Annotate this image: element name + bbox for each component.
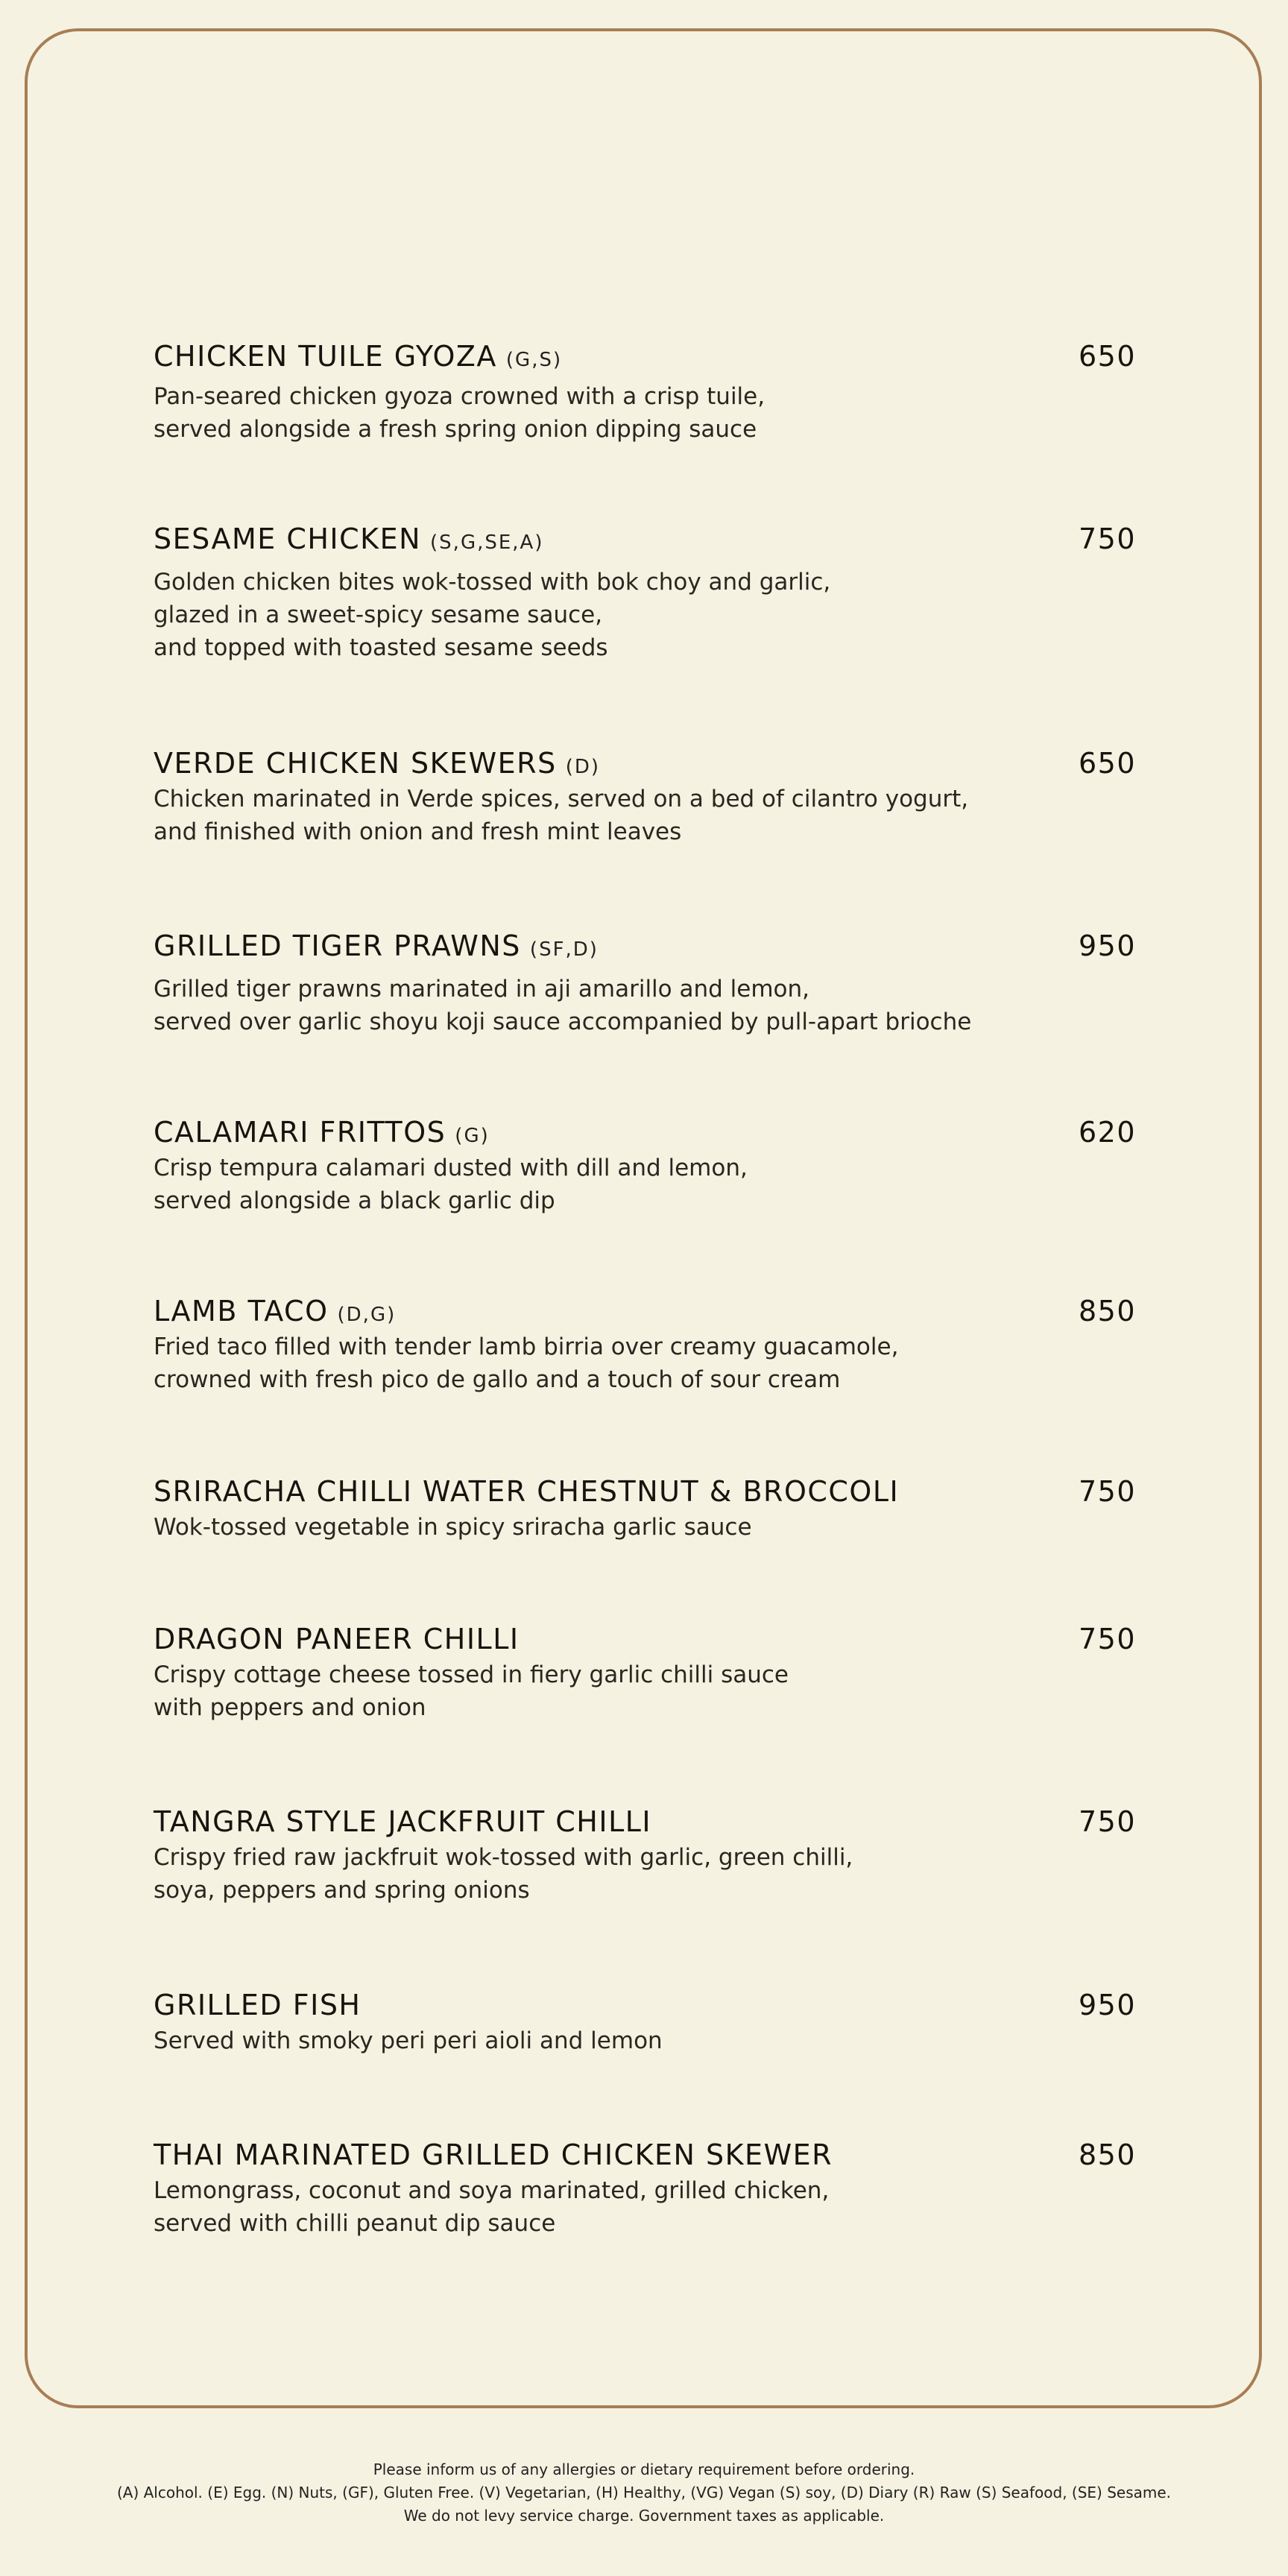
item-description bbox=[154, 783, 1136, 848]
description-line: with peppers and onion bbox=[154, 1694, 426, 1721]
item-description bbox=[154, 2024, 1136, 2057]
item-allergen-tags: (SF,D) bbox=[529, 938, 599, 961]
description-line: served over garlic shoyu koji sauce accompanied by pull-apart brioche bbox=[154, 1008, 972, 1035]
description-line: Crisp tempura calamari dusted with dill and lemon, bbox=[154, 1155, 748, 1181]
item-name: SRIRACHA CHILLI WATER CHESTNUT & BROCCOLI bbox=[154, 1475, 900, 1508]
item-name: SESAME CHICKEN bbox=[154, 523, 422, 555]
description-line: served with chilli peanut dip sauce bbox=[154, 2210, 556, 2237]
item-name: GRILLED TIGER PRAWNS bbox=[154, 929, 521, 962]
description-line: Chicken marinated in Verde spices, served on a bed of cilantro yogurt, bbox=[154, 786, 969, 812]
item-name: VERDE CHICKEN SKEWERS bbox=[154, 747, 557, 780]
description-line: soya, peppers and spring onions bbox=[154, 1877, 530, 1904]
description-line: Golden chicken bites wok-tossed with bok choy and garlic, bbox=[154, 569, 831, 596]
menu-item-sriracha-chilli-water-chestnut-broccoli bbox=[154, 1472, 1136, 1544]
description-line: Fried taco filled with tender lamb birria over creamy guacamole, bbox=[154, 1333, 899, 1360]
menu-item-grilled-tiger-prawns bbox=[154, 926, 1136, 1038]
item-price: 650 bbox=[1078, 747, 1136, 780]
footer-allergen-legend: (A) Alcohol. (E) Egg. (N) Nuts, (GF), Gluten Free. (V) Vegetarian, (H) Healthy, (VG) Vegan (S) soy, (D) Diary (R) Raw (S) Seafood, (SE) Sesame. bbox=[116, 2484, 1172, 2501]
item-name: CALAMARI FRITTOS bbox=[154, 1116, 446, 1149]
description-line: and topped with toasted sesame seeds bbox=[154, 634, 608, 661]
description-line: glazed in a sweet-spicy sesame sauce, bbox=[154, 602, 603, 628]
item-price: 650 bbox=[1078, 340, 1136, 373]
footer-allergy-notice: Please inform us of any allergies or dietary requirement before ordering. bbox=[373, 2460, 915, 2478]
menu-item-grilled-fish bbox=[154, 1986, 1136, 2057]
item-name: LAMB TACO bbox=[154, 1295, 329, 1328]
item-description bbox=[154, 1511, 1136, 1544]
description-line: crowned with fresh pico de gallo and a touch of sour cream bbox=[154, 1366, 841, 1393]
item-description bbox=[154, 1330, 1136, 1396]
description-line: Served with smoky peri peri aioli and lemon bbox=[154, 2027, 663, 2054]
item-description bbox=[154, 1152, 1136, 1217]
item-price: 950 bbox=[1078, 1989, 1136, 2021]
item-price: 850 bbox=[1078, 2138, 1136, 2171]
item-price: 750 bbox=[1078, 1805, 1136, 1838]
menu-item-verde-chicken-skewers bbox=[154, 744, 1136, 848]
item-price: 850 bbox=[1078, 1295, 1136, 1328]
item-allergen-tags: (D,G) bbox=[337, 1304, 397, 1326]
item-allergen-tags: (S,G,SE,A) bbox=[430, 531, 544, 554]
description-line: served alongside a fresh spring onion dipping sauce bbox=[154, 416, 757, 443]
item-name: GRILLED FISH bbox=[154, 1989, 362, 2021]
menu-item-sesame-chicken bbox=[154, 520, 1136, 664]
footer-service-charge-note: We do not levy service charge. Government taxes as applicable. bbox=[403, 2507, 885, 2525]
item-name: TANGRA STYLE JACKFRUIT CHILLI bbox=[154, 1805, 652, 1838]
item-description bbox=[154, 1841, 1136, 1907]
description-line: Grilled tiger prawns marinated in aji amarillo and lemon, bbox=[154, 976, 810, 1003]
item-price: 750 bbox=[1078, 1623, 1136, 1655]
item-allergen-tags: (G) bbox=[455, 1125, 490, 1147]
description-line: Crispy fried raw jackfruit wok-tossed with garlic, green chilli, bbox=[154, 1844, 853, 1871]
item-allergen-tags: (G,S) bbox=[505, 349, 563, 371]
description-line: and finished with onion and fresh mint leaves bbox=[154, 818, 682, 845]
menu-item-dragon-paneer-chilli bbox=[154, 1620, 1136, 1724]
item-name: CHICKEN TUILE GYOZA bbox=[154, 340, 497, 373]
item-description bbox=[154, 380, 1136, 446]
item-description bbox=[154, 566, 1136, 664]
description-line: Pan-seared chicken gyoza crowned with a crisp tuile, bbox=[154, 383, 765, 410]
description-line: Wok-tossed vegetable in spicy sriracha garlic sauce bbox=[154, 1514, 752, 1541]
item-price: 950 bbox=[1078, 929, 1136, 962]
description-line: Crispy cottage cheese tossed in fiery garlic chilli sauce bbox=[154, 1661, 789, 1688]
item-description bbox=[154, 2174, 1136, 2240]
description-line: Lemongrass, coconut and soya marinated, grilled chicken, bbox=[154, 2177, 830, 2204]
menu-item-lamb-taco bbox=[154, 1292, 1136, 1396]
item-name: THAI MARINATED GRILLED CHICKEN SKEWER bbox=[154, 2138, 833, 2171]
menu-item-calamari-frittos bbox=[154, 1113, 1136, 1217]
item-description bbox=[154, 1658, 1136, 1724]
menu-item-tangra-style-jackfruit-chilli bbox=[154, 1802, 1136, 1907]
item-price: 620 bbox=[1078, 1116, 1136, 1149]
item-price: 750 bbox=[1078, 523, 1136, 555]
item-allergen-tags: (D) bbox=[565, 756, 601, 778]
menu-item-thai-marinated-grilled-chicken-skewer bbox=[154, 2135, 1136, 2240]
item-name: DRAGON PANEER CHILLI bbox=[154, 1623, 520, 1655]
item-price: 750 bbox=[1078, 1475, 1136, 1508]
menu-item-chicken-tuile-gyoza bbox=[154, 337, 1136, 446]
item-description bbox=[154, 973, 1136, 1038]
allergy-footer-note bbox=[0, 2458, 1288, 2528]
description-line: served alongside a black garlic dip bbox=[154, 1187, 555, 1214]
